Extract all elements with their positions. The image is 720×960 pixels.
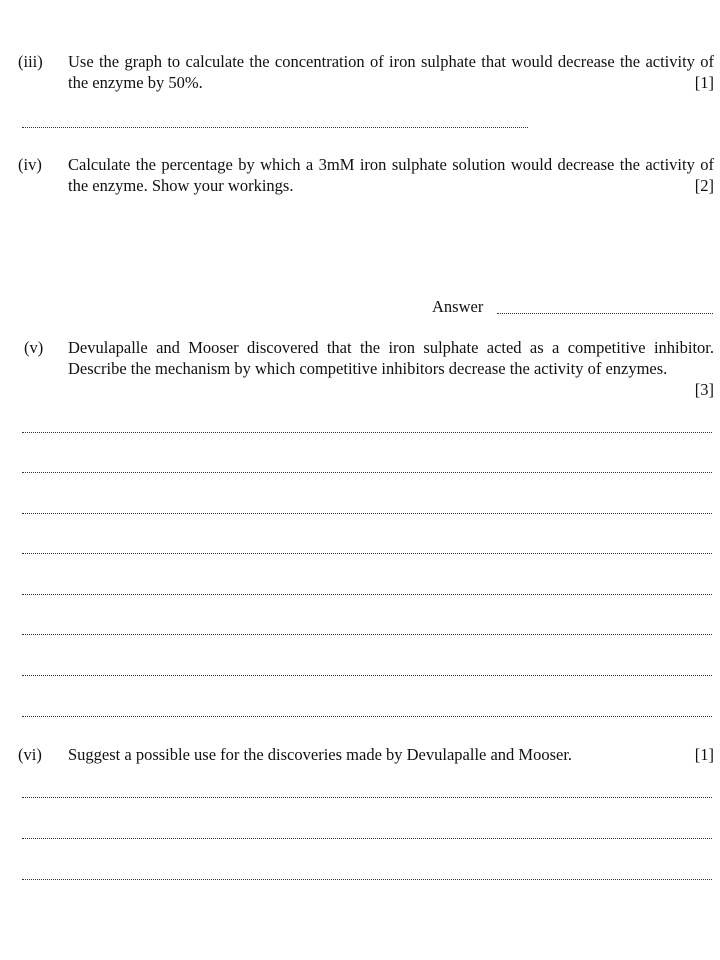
- question-iii: [18, 51, 714, 93]
- answer-line[interactable]: [22, 594, 712, 595]
- question-v: [18, 337, 714, 399]
- answer-line[interactable]: [22, 797, 712, 798]
- answer-line[interactable]: [22, 838, 712, 839]
- marks-label: [2]: [694, 176, 714, 195]
- question-number: (iv): [18, 155, 42, 174]
- answer-line[interactable]: [22, 127, 528, 128]
- question-text: Use the graph to calculate the concentration of iron sulphate that would decrease the activity of the enzyme by 50%.: [68, 52, 714, 92]
- question-number: (iii): [18, 52, 43, 71]
- answer-line[interactable]: [22, 879, 712, 880]
- answer-line[interactable]: [22, 716, 712, 717]
- question-number: (v): [24, 338, 44, 357]
- answer-line[interactable]: [22, 432, 712, 433]
- answer-line[interactable]: [22, 675, 712, 676]
- question-number: (vi): [18, 745, 42, 764]
- question-text: Devulapalle and Mooser discovered that the iron sulphate acted as a competitive inhibitor. Describe the mechanism by which competitive inhibitors decrease the activity of enzymes.: [68, 338, 714, 378]
- answer-line[interactable]: [22, 553, 712, 554]
- answer-label: Answer: [432, 297, 484, 316]
- marks-label: [3]: [694, 380, 714, 399]
- answer-line[interactable]: [22, 472, 712, 473]
- question-vi: [18, 744, 714, 765]
- answer-line[interactable]: [22, 634, 712, 635]
- marks-label: [1]: [694, 745, 714, 764]
- answer-line[interactable]: [22, 513, 712, 514]
- marks-label: [1]: [694, 73, 714, 92]
- answer-line[interactable]: [497, 313, 713, 314]
- question-text: Suggest a possible use for the discoveries made by Devulapalle and Mooser.: [68, 745, 573, 764]
- question-text: Calculate the percentage by which a 3mM iron sulphate solution would decrease the activity of the enzyme. Show your workings.: [68, 155, 714, 195]
- question-iv: [18, 154, 714, 196]
